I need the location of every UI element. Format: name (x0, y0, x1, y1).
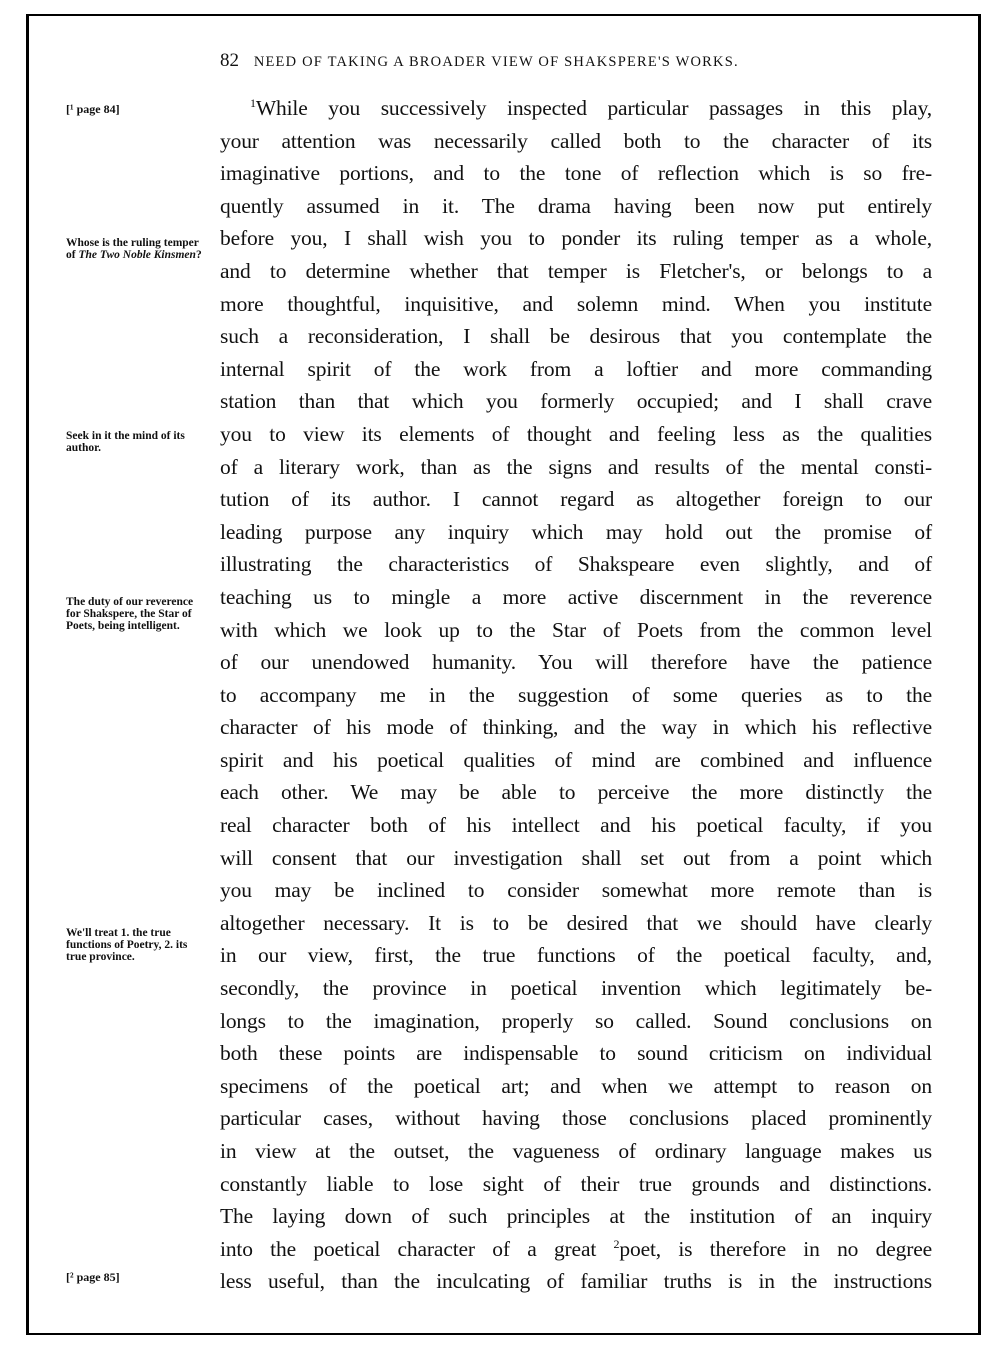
text-line: you may be inclined to consider somewhat more remote than is (220, 878, 932, 903)
text-line: more thoughtful, inquisitive, and solemn mind. When you institute (220, 291, 932, 316)
text-line: longs to the imagination, properly so called. Sound conclusions on (220, 1008, 932, 1033)
sidenote-text: Whose is the ruling temper of (66, 237, 199, 261)
running-head (220, 50, 930, 72)
text-line: both these points are indispensable to sound criticism on individual (220, 1041, 932, 1066)
footnote-marker: 1 (250, 96, 256, 110)
margin-page-ref-84: [¹ page 84] (66, 102, 120, 116)
page-number: 82 (220, 50, 239, 71)
text-line: teaching us to mingle a more active discernment in the reverence (220, 584, 932, 609)
sidenote-italic-title: The Two Noble Kinsmen (78, 249, 196, 261)
text-line: altogether necessary. It is to be desired that we should have clearly (220, 910, 932, 935)
text-line: will consent that our investigation shall set out from a point which (220, 845, 932, 870)
sidenote-duty-reverence: The duty of our reverence for Shakspere, the Star of Poets, being intelligent. (66, 596, 194, 632)
text-line: particular cases, without having those conclusions placed prominently (220, 1106, 932, 1131)
text-line: each other. We may be able to perceive the more distinctly the (220, 780, 932, 805)
text-line: The laying down of such principles at the institution of an inquiry (220, 1204, 932, 1229)
text-line: secondly, the province in poetical invention which legitimately be- (220, 976, 932, 1001)
sidenote-text-end: ? (195, 249, 202, 261)
text-line: your attention was necessarily called both to the character of its (220, 128, 932, 153)
text-line: spirit and his poetical qualities of mind are combined and influence (220, 747, 932, 772)
text-line: into the poetical character of a great $^2$poet, is therefore in no degree (220, 1236, 932, 1261)
text-line: before you, I shall wish you to ponder its ruling temper as a whole, (220, 226, 932, 251)
text-line: you to view its elements of thought and feeling less as the qualities (220, 421, 932, 446)
text-line: quently assumed in it. The drama having been now put entirely (220, 193, 932, 218)
text-line: internal spirit of the work from a loftier and more commanding (220, 356, 932, 381)
text-line: of a literary work, than as the signs and results of the mental consti- (220, 454, 932, 479)
text-line: character of his mode of thinking, and the way in which his reflective (220, 715, 932, 740)
text-line: imaginative portions, and to the tone of reflection which is so fre- (220, 161, 932, 186)
sidenote-functions-province: We'll treat 1. the true functions of Poetry, 2. its true province. (66, 927, 188, 963)
text-line: constantly liable to lose sight of their true grounds and distinctions. (220, 1171, 932, 1196)
text-line: real character both of his intellect and his poetical faculty, if you (220, 813, 932, 838)
sidenote-seek-mind: Seek in it the mind of its author. (66, 430, 185, 454)
text-line: in view at the outset, the vagueness of ordinary language makes us (220, 1139, 932, 1163)
text-line: station than that which you formerly occupied; and I shall crave (220, 389, 932, 414)
text-line: tution of its author. I cannot regard as altogether foreign to our (220, 487, 932, 512)
text-line: such a reconsideration, I shall be desirous that you contemplate the (220, 324, 932, 349)
text-line: to accompany me in the suggestion of some queries as to the (220, 682, 932, 707)
text-line: of our unendowed humanity. You will therefore have the patience (220, 650, 932, 675)
footnote-marker: 2 (613, 1236, 620, 1251)
text-line: less useful, than the inculcating of familiar truths is in the instructions (220, 1269, 932, 1294)
body-paragraph (220, 92, 932, 1298)
text-line: leading purpose any inquiry which may hold out the promise of (220, 519, 932, 544)
text-line: specimens of the poetical art; and when we attempt to reason on (220, 1073, 932, 1098)
text-line: and to determine whether that temper is Fletcher's, or belongs to a (220, 258, 932, 283)
sidenote-ruling-temper (66, 237, 206, 261)
text-line: in our view, first, the true functions of the poetical faculty, and, (220, 943, 932, 968)
running-head-title: NEED OF TAKING A BROADER VIEW OF SHAKSPERE'S WORKS. (253, 54, 739, 70)
margin-page-ref-85: [² page 85] (66, 1270, 120, 1284)
text-line: illustrating the characteristics of Shakspeare even slightly, and of (220, 552, 932, 577)
text-line: $^1$While you successively inspected particular passages in this play, (250, 96, 932, 120)
text-line: with which we look up to the Star of Poets from the common level (220, 617, 932, 642)
